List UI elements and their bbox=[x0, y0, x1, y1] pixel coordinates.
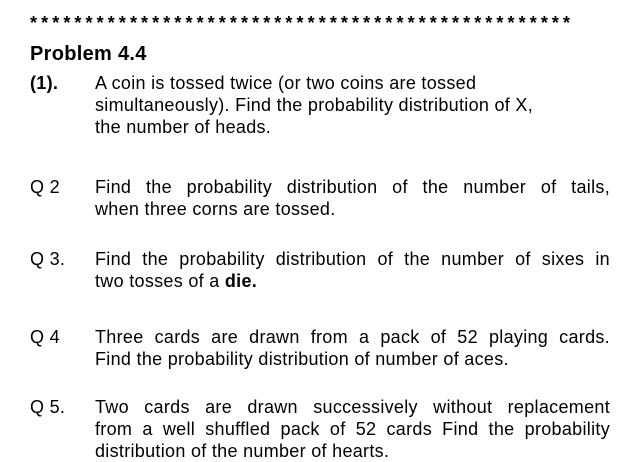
question-1-line-2: simultaneously). Find the probability distribution of X, bbox=[95, 95, 534, 115]
question-3-line-1: Find the probability distribution of the number of sixes in bbox=[95, 249, 610, 269]
question-4-line-2: Find the probability distribution of number of aces. bbox=[95, 349, 509, 369]
question-3-bold-word: die. bbox=[224, 271, 258, 291]
question-5-text bbox=[95, 396, 610, 462]
question-4 bbox=[30, 326, 610, 370]
question-3-line-2-text: two tosses of a bbox=[95, 271, 225, 291]
question-5-line-3: distribution of the number of hearts. bbox=[95, 441, 390, 461]
separator-line: ************************************************* bbox=[30, 13, 575, 33]
question-2 bbox=[30, 176, 610, 220]
question-5 bbox=[30, 396, 610, 462]
question-3-line-2 bbox=[95, 270, 610, 292]
question-3-label: Q 3. bbox=[30, 249, 66, 269]
question-4-text bbox=[95, 326, 610, 370]
question-2-line-2: when three corns are tossed. bbox=[95, 199, 336, 219]
question-4-label: Q 4 bbox=[30, 327, 60, 347]
question-5-line-1: Two cards are drawn successively without replacement bbox=[95, 397, 610, 417]
question-1-line-1: A coin is tossed twice (or two coins are tossed bbox=[95, 73, 477, 93]
question-5-line-2: from a well shuffled pack of 52 cards Find the probability bbox=[95, 419, 610, 439]
question-1-text bbox=[95, 72, 610, 138]
question-5-label: Q 5. bbox=[30, 397, 66, 417]
question-3 bbox=[30, 248, 610, 292]
question-4-line-1: Three cards are drawn from a pack of 52 playing cards. bbox=[95, 327, 610, 347]
question-2-text bbox=[95, 176, 610, 220]
question-1-label: (1). bbox=[30, 73, 59, 93]
question-2-label: Q 2 bbox=[30, 177, 60, 197]
question-2-line-1: Find the probability distribution of the number of tails, bbox=[95, 177, 610, 197]
question-1 bbox=[30, 72, 610, 138]
page-title: Problem 4.4 bbox=[30, 43, 147, 65]
question-3-text bbox=[95, 248, 610, 292]
question-1-line-3: the number of heads. bbox=[95, 117, 272, 137]
